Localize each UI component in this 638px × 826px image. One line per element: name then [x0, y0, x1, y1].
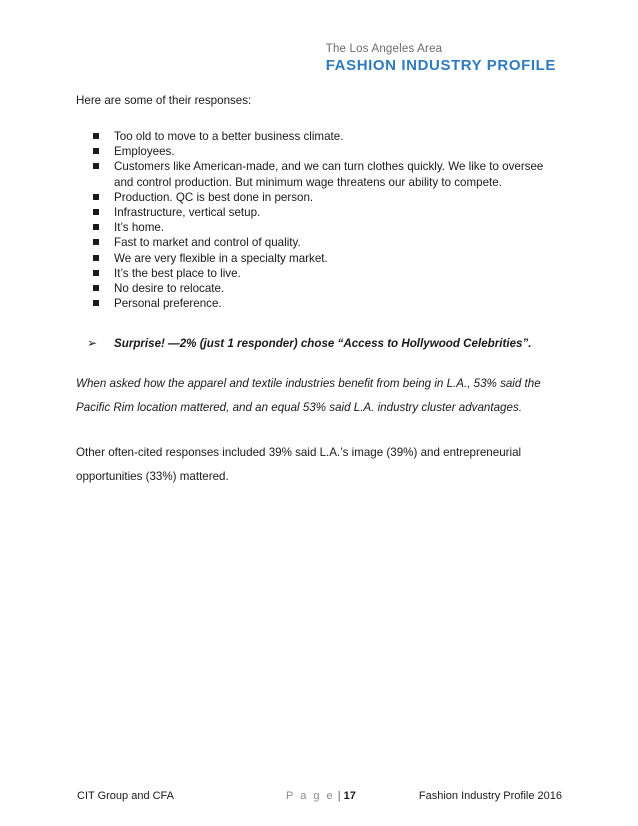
- header-title: FASHION INDUSTRY PROFILE: [325, 57, 556, 74]
- page-separator: |: [334, 790, 344, 802]
- surprise-text: Surprise! —2% (just 1 responder) chose “Access to Hollywood Celebrities”.: [114, 337, 532, 351]
- header-subtitle: The Los Angeles Area: [325, 43, 443, 55]
- square-bullet-icon: [93, 133, 99, 139]
- intro-text: Here are some of their responses:: [76, 94, 252, 107]
- page-label: P a g e: [286, 790, 335, 802]
- list-item: [76, 190, 562, 205]
- list-item-text: Too old to move to a better business climate.: [114, 130, 344, 143]
- list-item: [76, 251, 562, 266]
- list-item-text: Production. QC is best done in person.: [114, 190, 314, 204]
- benefit-paragraph: When asked how the apparel and textile industries benefit from being in L.A., 53% said the Pacific Rim location mattered, and an equal 53% said L.A. industry cluster advantages.: [76, 377, 541, 415]
- document-header: [326, 42, 556, 75]
- list-item: [76, 220, 562, 235]
- list-item: [76, 266, 562, 281]
- footer-left: CIT Group and CFA: [77, 790, 175, 802]
- list-item: [76, 281, 562, 296]
- square-bullet-icon: [93, 194, 99, 200]
- list-item: [76, 205, 562, 220]
- other-responses-paragraph: Other often-cited responses included 39% said L.A.’s image (39%) and entrepreneurial opportunities (33%) mattered.: [76, 446, 522, 484]
- list-item: [76, 296, 562, 311]
- square-bullet-icon: [93, 300, 99, 306]
- square-bullet-icon: [93, 239, 99, 245]
- list-item-text: No desire to relocate.: [114, 282, 225, 296]
- list-item-text: It’s home.: [114, 221, 165, 235]
- arrow-bullet-icon: ➢: [87, 336, 98, 351]
- list-item-text: Fast to market and control of quality.: [114, 236, 301, 250]
- list-item-text: It’s the best place to live.: [114, 266, 241, 280]
- square-bullet-icon: [93, 224, 99, 230]
- square-bullet-icon: [93, 255, 99, 261]
- list-item-text: Customers like American-made, and we can turn clothes quickly. We like to oversee and control production. But minimum wage threatens our ability to compete.: [114, 160, 544, 189]
- list-item: [76, 144, 562, 159]
- page-number: 17: [343, 790, 356, 802]
- list-item-text: We are very flexible in a specialty market.: [114, 251, 328, 265]
- list-item-text: Personal preference.: [114, 297, 222, 311]
- list-item-text: Employees.: [114, 145, 175, 159]
- list-item-text: Infrastructure, vertical setup.: [114, 206, 261, 220]
- square-bullet-icon: [93, 148, 99, 154]
- page-number-block: [286, 789, 356, 803]
- square-bullet-icon: [93, 270, 99, 276]
- list-item: [76, 159, 562, 189]
- responses-list: [76, 129, 562, 311]
- footer-right: Fashion Industry Profile 2016: [418, 790, 562, 802]
- surprise-callout: [76, 336, 562, 351]
- list-item: [76, 129, 562, 144]
- list-item: [76, 235, 562, 250]
- square-bullet-icon: [93, 209, 99, 215]
- square-bullet-icon: [93, 163, 99, 169]
- square-bullet-icon: [93, 285, 99, 291]
- page-content: [76, 94, 562, 489]
